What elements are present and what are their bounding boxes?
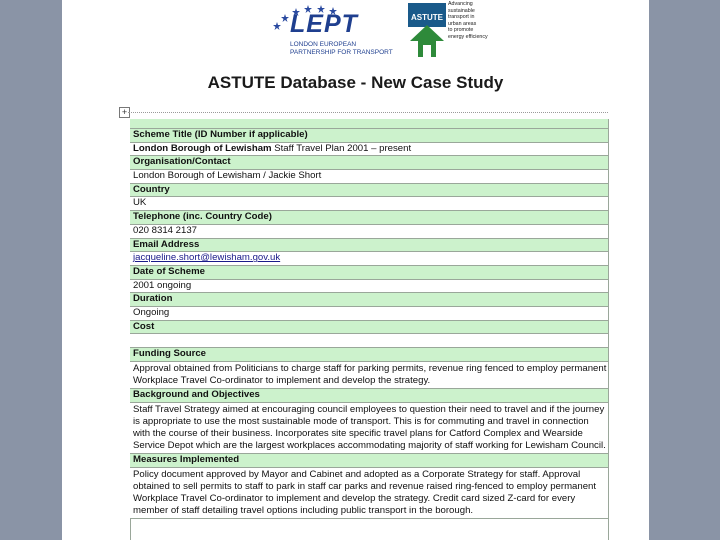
astute-tagline xyxy=(448,1,488,40)
field-label: Telephone (inc. Country Code) xyxy=(130,210,608,224)
field-label: Duration xyxy=(130,292,608,306)
astute-wordmark: ASTUTE xyxy=(408,13,446,22)
field-value[interactable]: Policy document approved by Mayor and Cabinet and adopted as a Corporate Strategy for staff. Approval obtained to sell permits to staff to park in staff car parks and revenue raised ring-fenced to employ permanent Workplace Travel Co-ordinator to implement and develop the strategy. Credit card sized Z-card for every member of staff detailing travel options including public transport in the borough. xyxy=(130,467,608,519)
lept-logo xyxy=(272,2,402,64)
astute-tagline-line: sustainable xyxy=(448,7,475,14)
field-label: Background and Objectives xyxy=(130,388,608,402)
astute-logo xyxy=(408,1,548,61)
field-value[interactable]: UK xyxy=(130,196,608,210)
field-label: Funding Source xyxy=(130,347,608,361)
field-value[interactable]: Ongoing xyxy=(130,306,608,320)
field-label: Scheme Title (ID Number if applicable) xyxy=(130,128,608,142)
field-label: Cost xyxy=(130,320,608,334)
form-right-border xyxy=(608,119,609,540)
document-page xyxy=(62,0,649,540)
table-move-handle[interactable]: + xyxy=(119,107,130,118)
field-label: Date of Scheme xyxy=(130,265,608,279)
email-link[interactable]: jacqueline.short@lewisham.gov.uk xyxy=(133,252,281,264)
field-value[interactable]: 2001 ongoing xyxy=(130,279,608,293)
astute-house-icon xyxy=(408,1,446,59)
astute-tagline-line: to promote xyxy=(448,27,474,33)
astute-tagline-line: Advancing xyxy=(448,1,473,7)
field-label: Organisation/Contact xyxy=(130,155,608,169)
field-value[interactable]: Staff Travel Strategy aimed at encouraging council employees to question their need to travel and if the journey is appropriate to use the most sustainable mode of transport. This is for commuting and travel in connection with the course of their business. Incorporates site specific travel plans for Catford Complex and Wearside Service Depot which are the largest workplaces accommodating majority of staff working for Lewisham Council. xyxy=(130,402,608,453)
field-label: Measures Implemented xyxy=(130,453,608,467)
field-value[interactable]: London Borough of Lewisham Staff Travel Plan 2001 – present xyxy=(130,142,608,156)
table-top-border xyxy=(128,112,608,113)
field-value[interactable]: 020 8314 2137 xyxy=(130,224,608,238)
page-title: ASTUTE Database - New Case Study xyxy=(207,73,504,92)
case-study-form xyxy=(130,119,608,519)
astute-tagline-line: energy efficiency xyxy=(448,33,488,40)
lept-subtitle: LONDON EUROPEAN PARTNERSHIP FOR TRANSPORT xyxy=(290,41,393,56)
field-value[interactable]: Approval obtained from Politicians to charge staff for parking permits, revenue ring fenced to employ permanent Workplace Travel Co-ordinator to implement and develop the strategy. xyxy=(130,361,608,388)
field-value[interactable] xyxy=(130,333,608,347)
field-label: Country xyxy=(130,183,608,197)
astute-tagline-line: urban areas xyxy=(448,20,477,27)
field-label: Email Address xyxy=(130,238,608,252)
lept-wordmark: LEPT xyxy=(290,10,358,38)
astute-tagline-line: transport in xyxy=(448,14,475,20)
email-link-field[interactable] xyxy=(130,251,608,265)
field-value[interactable]: London Borough of Lewisham / Jackie Short xyxy=(130,169,608,183)
logo-header xyxy=(62,0,649,66)
